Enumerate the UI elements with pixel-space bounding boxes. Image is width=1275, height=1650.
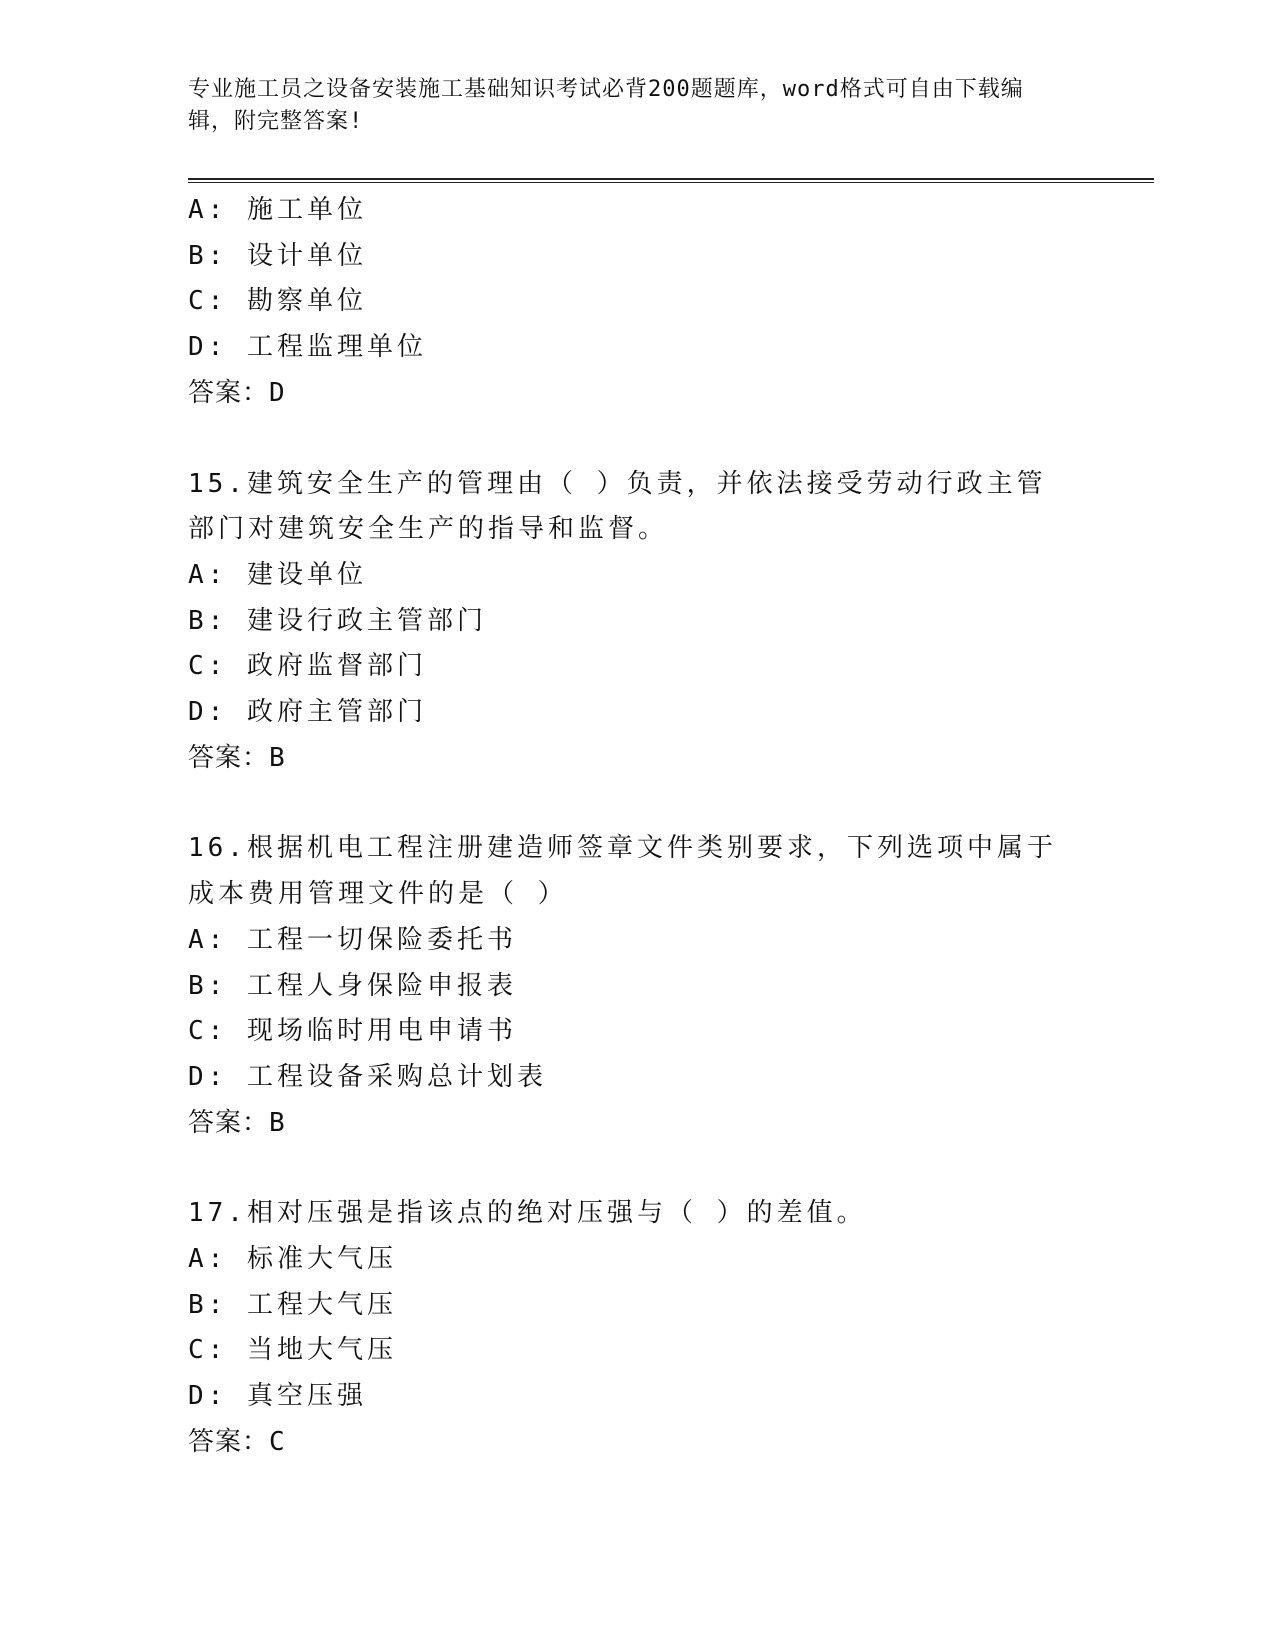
option-b: B: 工程人身保险申报表: [188, 970, 517, 1001]
option-b: B: 设计单位: [188, 240, 367, 271]
answer-label: 答案：: [188, 1426, 270, 1457]
option-a: A: 工程一切保险委托书: [188, 924, 517, 955]
option-a: A: 标准大气压: [188, 1244, 397, 1275]
option-a: A: 建设单位: [188, 559, 367, 590]
answer-value: D: [269, 377, 286, 408]
option-c: C: 当地大气压: [188, 1335, 397, 1366]
option-b: B: 建设行政主管部门: [188, 605, 487, 636]
question-16: [188, 826, 1088, 1146]
spacer: [188, 417, 1088, 462]
option-c: C: 勘察单位: [188, 286, 367, 317]
header-divider: [188, 178, 1154, 183]
option-d: D: 政府主管部门: [188, 697, 427, 728]
question-15: [188, 462, 1088, 782]
answer-label: 答案：: [188, 377, 270, 408]
option-c: C: 现场临时用电申请书: [188, 1016, 517, 1047]
answer-line: [188, 736, 1088, 782]
answer-value: C: [269, 1426, 286, 1457]
question-list: [188, 188, 1088, 1466]
question-stem: 17.相对压强是指该点的绝对压强与（ ）的差值。: [188, 1198, 867, 1229]
answer-line: [188, 371, 1088, 417]
question-stem: 16.根据机电工程注册建造师签章文件类别要求，下列选项中属于成本费用管理文件的是（ ）: [188, 833, 1057, 910]
question-14: [188, 188, 1088, 417]
spacer: [188, 1146, 1088, 1191]
answer-value: B: [269, 1107, 286, 1138]
option-d: D: 工程监理单位: [188, 332, 427, 363]
answer-line: [188, 1101, 1088, 1147]
document-header: 专业施工员之设备安装施工基础知识考试必背200题题库，word格式可自由下载编辑，附完整答案!: [188, 77, 1024, 134]
question-17: [188, 1191, 1088, 1465]
option-d: D: 真空压强: [188, 1381, 367, 1412]
option-b: B: 工程大气压: [188, 1289, 397, 1320]
option-d: D: 工程设备采购总计划表: [188, 1061, 547, 1092]
spacer: [188, 781, 1088, 826]
answer-label: 答案：: [188, 742, 270, 773]
option-a: A: 施工单位: [188, 195, 367, 225]
option-c: C: 政府监督部门: [188, 651, 427, 682]
question-stem: 15.建筑安全生产的管理由（ ）负责，并依法接受劳动行政主管部门对建筑安全生产的指导和监督。: [188, 468, 1047, 545]
answer-line: [188, 1420, 1088, 1466]
answer-value: B: [269, 742, 286, 773]
answer-label: 答案：: [188, 1107, 270, 1138]
